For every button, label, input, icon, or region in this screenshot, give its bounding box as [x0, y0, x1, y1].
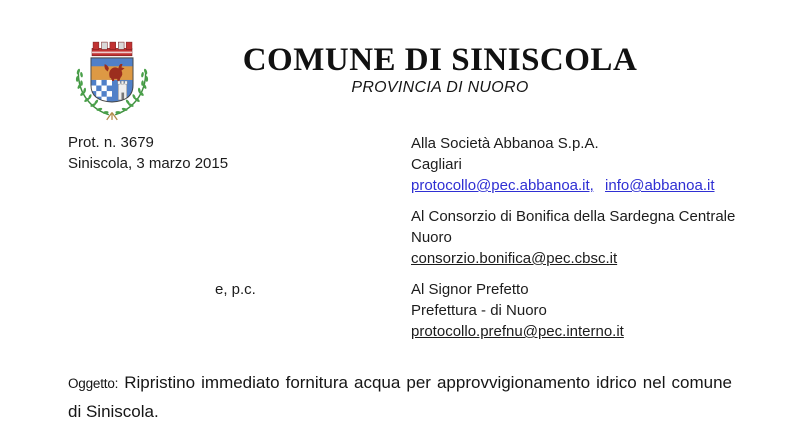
municipal-coat-of-arms-icon	[64, 40, 160, 122]
tower	[118, 81, 127, 100]
recipient-city: Cagliari	[411, 156, 462, 173]
ribbon-knot	[107, 113, 118, 120]
page-subtitle: PROVINCIA DI NUORO	[351, 79, 529, 96]
recipient-city: Nuoro	[411, 229, 452, 246]
email-text: protocollo.prefnu@pec.interno.it	[411, 323, 624, 340]
email-link[interactable]: protocollo@pec.abbanoa.it,	[411, 177, 594, 194]
recipient-emails	[411, 248, 735, 269]
recipient-prefetto	[411, 279, 624, 342]
recipient-emails	[411, 175, 715, 196]
subject-label: Oggetto:	[68, 376, 119, 391]
protocol-number: Prot. n. 3679	[68, 134, 154, 151]
recipient-name: Al Consorzio di Bonifica della Sardegna Centrale	[411, 208, 736, 225]
recipient-consorzio-bonifica	[411, 206, 735, 269]
subject-text: Ripristino immediato fornitura acqua per approvvigionamento idrico nel comune di Siniscola.	[68, 373, 732, 421]
email-text: consorzio.bonifica@pec.cbsc.it	[411, 250, 618, 267]
page-title: COMUNE DI SINISCOLA	[242, 42, 638, 78]
recipient-abbanoa	[411, 133, 715, 196]
cc-label: e, p.c.	[215, 281, 256, 298]
shield	[91, 58, 133, 102]
mural-crown	[92, 42, 132, 56]
email-link[interactable]: info@abbanoa.it	[605, 177, 715, 194]
recipient-name: Al Signor Prefetto	[411, 281, 529, 298]
recipient-emails	[411, 321, 624, 342]
checkerboard	[91, 80, 112, 102]
subject-paragraph	[68, 369, 732, 425]
recipient-name: Alla Società Abbanoa S.p.A.	[411, 135, 599, 152]
place-and-date: Siniscola, 3 marzo 2015	[68, 155, 229, 172]
recipient-office: Prefettura - di Nuoro	[411, 302, 547, 319]
